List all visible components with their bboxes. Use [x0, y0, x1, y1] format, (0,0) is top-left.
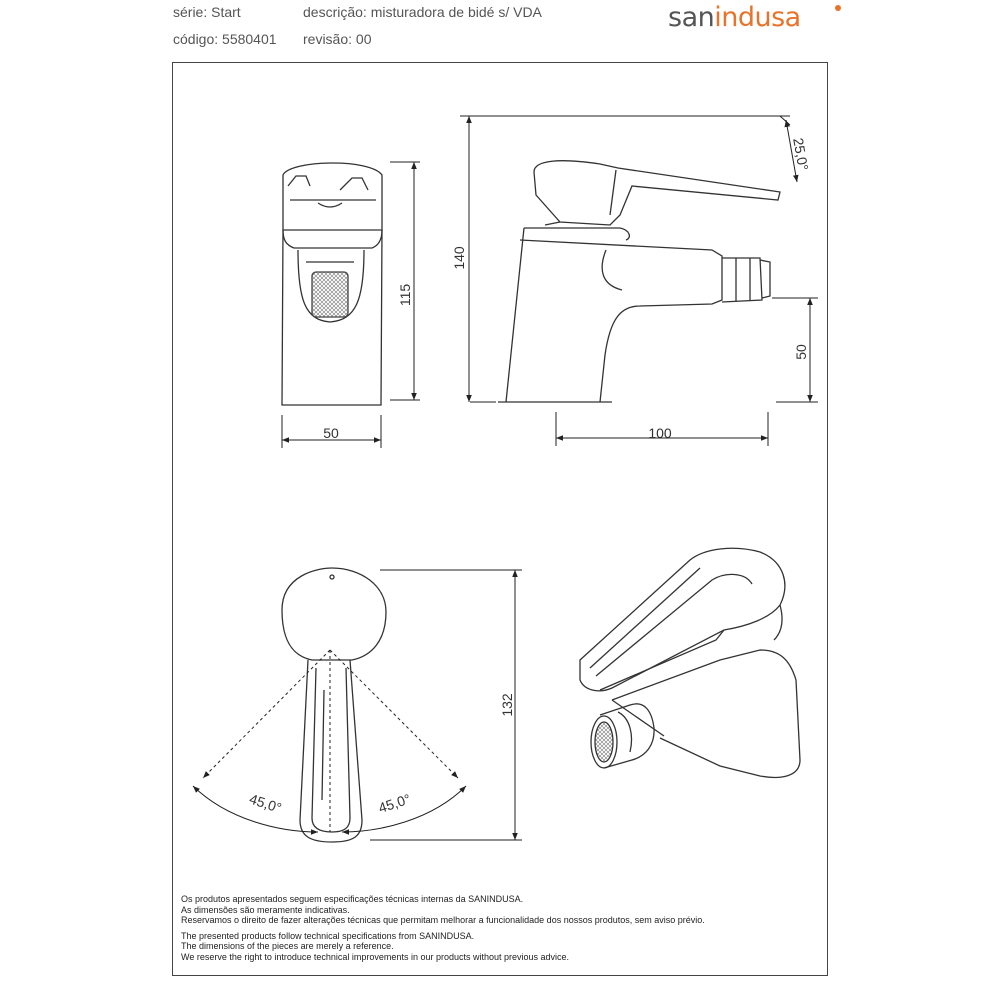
revision-label: revisão: 00 [303, 31, 372, 47]
top-view [282, 568, 386, 842]
brand-logo: sanindusa [668, 2, 801, 33]
note-pt-3: Reservamos o direito de fazer alterações técnicas que permitam melhorar a funcionalidade dos nossos produtos, sem aviso prévio. [181, 915, 705, 925]
lever-tilt-label: 25,0° [790, 136, 812, 172]
front-view [282, 163, 382, 405]
note-en-3: We reserve the right to introduce technical improvements in our products without previous advice. [181, 951, 570, 962]
note-pt-2: As dimensões são meramente indicativas. [181, 904, 350, 915]
rotation-right-label: 45,0° [376, 790, 413, 816]
side-depth-label: 100 [648, 425, 672, 441]
note-en-1: The presented products follow technical specifications from SANINDUSA. [181, 930, 475, 941]
serie-label: série: Start [173, 4, 241, 20]
front-width-label: 50 [323, 425, 339, 441]
outlet-height-label: 50 [793, 344, 809, 360]
top-height-label: 132 [499, 693, 515, 717]
rotation-left-label: 45,0° [247, 790, 284, 816]
code-label: código: 5580401 [173, 31, 277, 47]
front-height-label: 115 [397, 283, 413, 307]
side-view [498, 161, 780, 402]
description-label: descrição: misturadora de bidé s/ VDA [303, 4, 542, 20]
side-dimension-lines [460, 116, 818, 446]
rotation-guides [193, 570, 522, 840]
side-height-label: 140 [451, 246, 467, 270]
isometric-view [580, 548, 800, 777]
note-pt-1: Os produtos apresentados seguem especificações técnicas internas da SANINDUSA. [181, 894, 524, 904]
disclaimer-notes [181, 894, 801, 962]
note-en-2: The dimensions of the pieces are merely a reference. [181, 941, 394, 951]
